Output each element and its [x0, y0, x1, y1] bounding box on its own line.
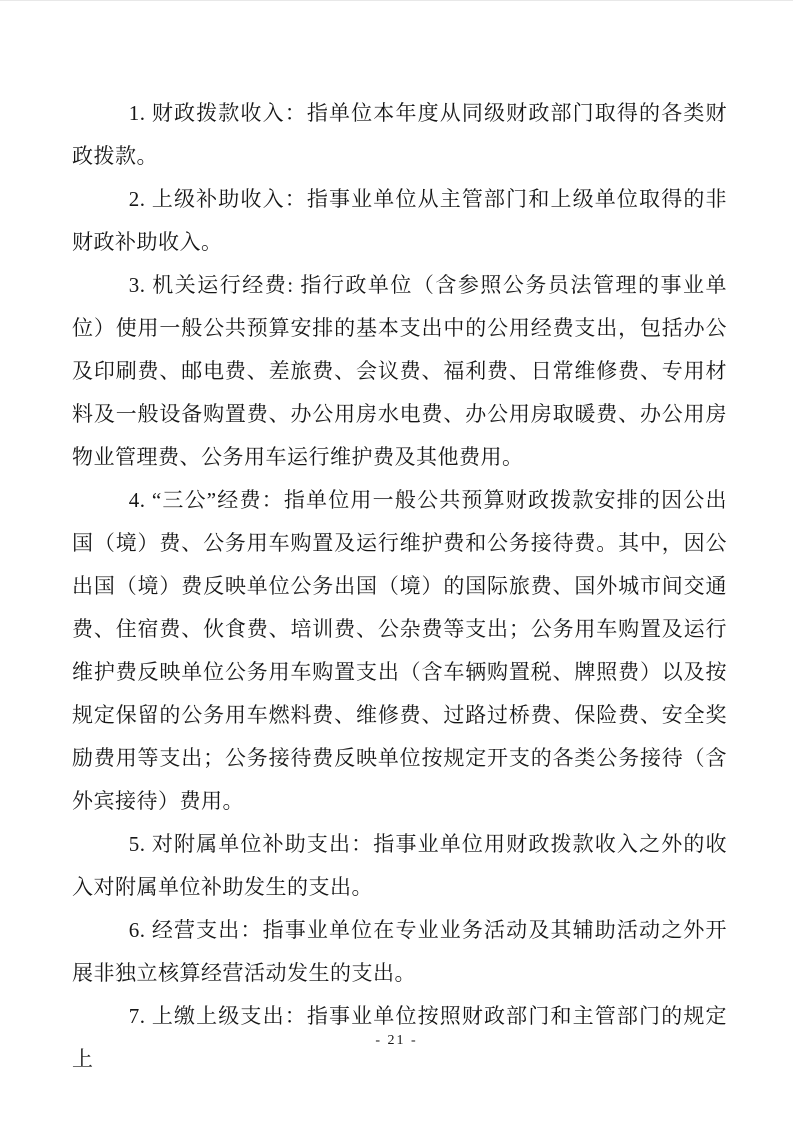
page-top-edge	[0, 0, 793, 1]
paragraph-three-public-expenses: 4. “三公”经费：指单位用一般公共预算财政拨款安排的因公出国（境）费、公务用车购置及运行维护费和公务接待费。其中，因公出国（境）费反映单位公务出国（境）的国际旅费、国外城市间交通费、住宿费、伙食费、培训费、公杂费等支出；公务用车购置及运行维护费反映单位公务用车购置支出（含车辆购置税、牌照费）以及按规定保留的公务用车燃料费、维修费、过路过桥费、保险费、安全奖励费用等支出；公务接待费反映单位按规定开支的各类公务接待（含外宾接待）费用。	[72, 488, 727, 813]
document-body	[72, 92, 727, 1081]
paragraph-payment-to-superior: 7. 上缴上级支出：指事业单位按照财政部门和主管部门的规定上	[72, 1004, 727, 1071]
page-number: - 21 -	[375, 1033, 418, 1048]
paragraph-subsidy-to-affiliated-units: 5. 对附属单位补助支出：指事业单位用财政拨款收入之外的收入对附属单位补助发生的支出。	[72, 832, 727, 899]
paragraph-operating-expenditure: 6. 经营支出：指事业单位在专业业务活动及其辅助活动之外开展非独立核算经营活动发生的支出。	[72, 918, 727, 985]
paragraph-agency-operating-expenses: 3. 机关运行经费: 指行政单位（含参照公务员法管理的事业单位）使用一般公共预算安排的基本支出中的公用经费支出，包括办公及印刷费、邮电费、差旅费、会议费、福利费、日常维修费、专用材料及一般设备购置费、办公用房水电费、办公用房取暖费、办公用房物业管理费、公务用车运行维护费及其他费用。	[72, 273, 727, 469]
paragraph-superior-subsidy-income: 2. 上级补助收入：指事业单位从主管部门和上级单位取得的非财政补助收入。	[72, 187, 727, 254]
paragraph-fiscal-appropriation-income: 1. 财政拨款收入：指单位本年度从同级财政部门取得的各类财政拨款。	[72, 101, 727, 168]
